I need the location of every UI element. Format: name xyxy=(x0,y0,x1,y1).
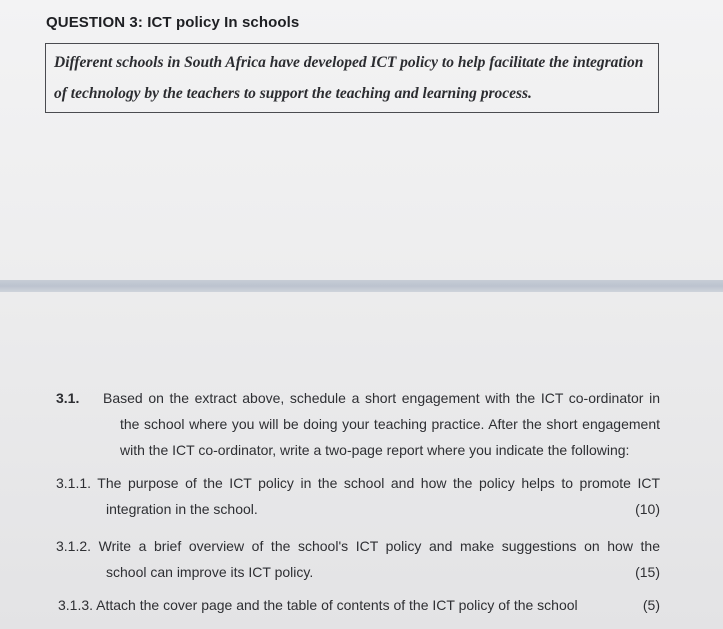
question-3-1-2-marks: (15) xyxy=(635,564,660,580)
question-title: QUESTION 3: ICT policy In schools xyxy=(46,14,300,31)
question-3-1 xyxy=(56,385,660,463)
question-3-1-1-line1: 3.1.1. The purpose of the ICT policy in the school and how the policy helps to promote ICT xyxy=(56,475,660,491)
extract-line-1: Different schools in South Africa have developed ICT policy to help facilitate the integration xyxy=(54,54,644,71)
extract-box xyxy=(45,43,659,113)
page-fold-divider xyxy=(0,280,723,292)
question-3-1-1-marks: (10) xyxy=(635,501,660,517)
question-3-1-2-line1: 3.1.2. Write a brief overview of the school's ICT policy and make suggestions on how the xyxy=(56,538,660,554)
question-3-1-3 xyxy=(58,592,660,618)
question-3-1-2-line2: school can improve its ICT policy. xyxy=(106,564,314,580)
question-3-1-1 xyxy=(56,470,660,522)
question-3-1-2 xyxy=(56,533,660,585)
question-3-1-text: Based on the extract above, schedule a short engagement with the ICT co-ordinator in the school where you will be doing your teaching practice. After the short engagement with the ICT co-ordinator, write a two-page report where you indicate the following: xyxy=(103,390,660,458)
question-3-1-3-marks: (5) xyxy=(642,597,660,613)
question-3-1-1-line2: integration in the school. xyxy=(106,501,258,517)
question-3-1-number: 3.1. xyxy=(56,390,80,406)
extract-line-2: of technology by the teachers to support the teaching and learning process. xyxy=(54,85,532,102)
question-3-1-3-text: 3.1.3. Attach the cover page and the table of contents of the ICT policy of the school xyxy=(58,597,578,613)
